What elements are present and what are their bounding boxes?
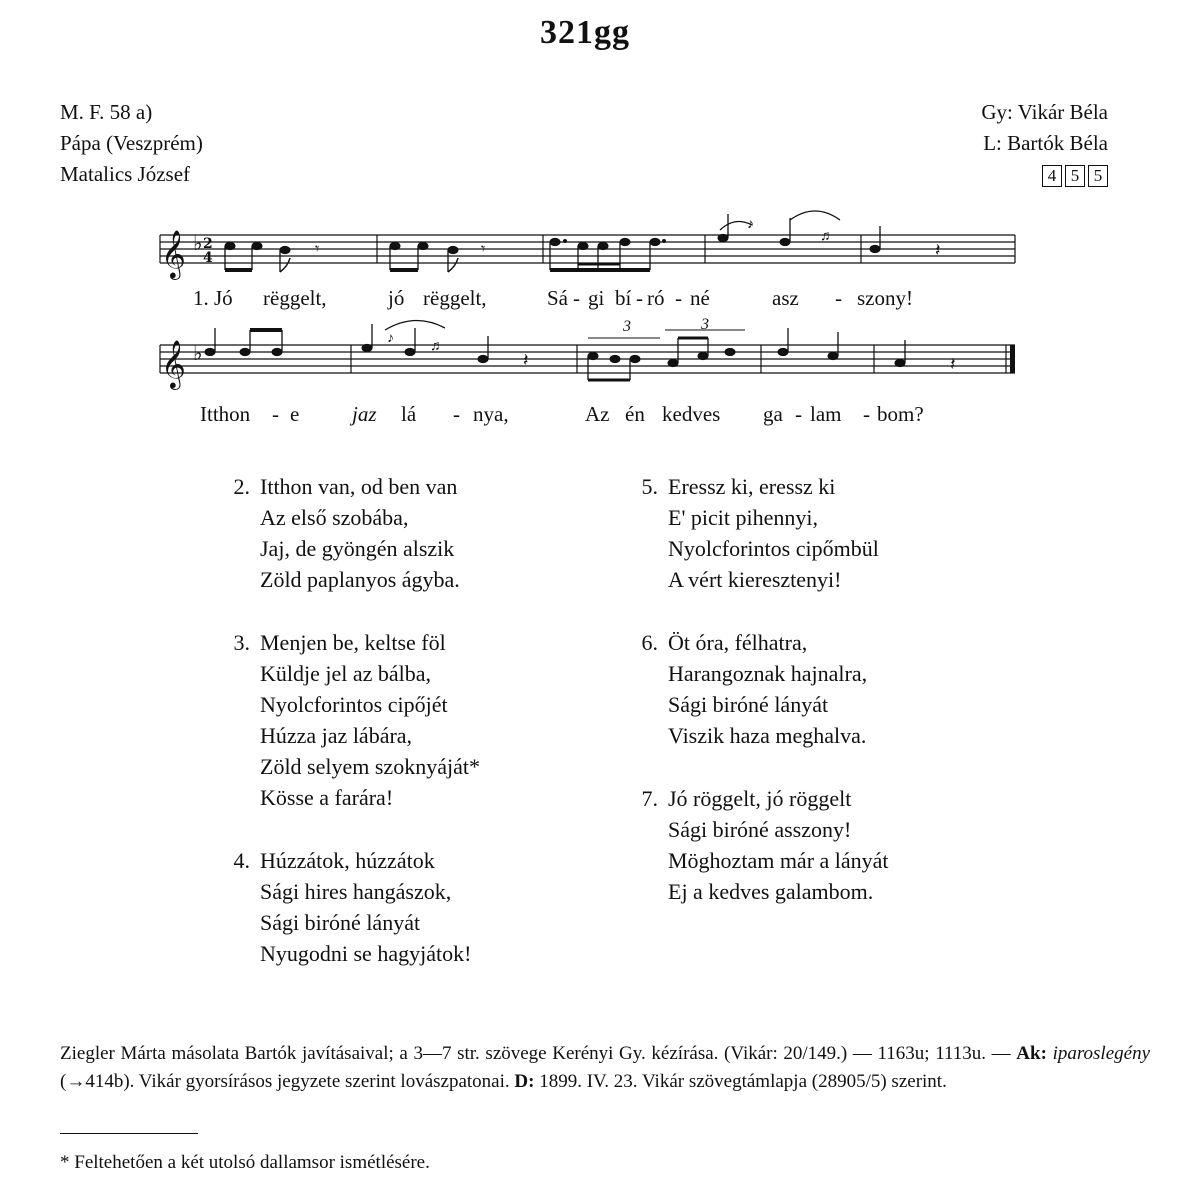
verse-line: Itthon van, od ben van <box>260 474 458 499</box>
svg-text:♬: ♬ <box>430 339 444 354</box>
verse-line: Öt óra, félhatra, <box>668 630 808 655</box>
verse-line: Kösse a farára! <box>260 785 394 810</box>
lyric-syllable: jaz <box>352 402 377 426</box>
verse-line: Küldje jel az bálba, <box>260 661 432 686</box>
lyric-syllable: kedves <box>662 402 721 426</box>
lyric-syllable: - <box>272 402 279 426</box>
verse-line: Jaj, de gyöngén alszik <box>260 536 455 561</box>
svg-text:𝄽: 𝄽 <box>950 354 956 374</box>
structure-boxes <box>1042 165 1108 187</box>
svg-text:♪: ♪ <box>387 331 394 346</box>
strophe-number: 5. <box>641 474 658 499</box>
source-info <box>60 97 203 190</box>
verse-line: Menjen be, keltse föl <box>260 630 446 655</box>
svg-text:♬: ♬ <box>820 229 834 244</box>
verse-line: Nyugodni se hagyjátok! <box>260 941 472 966</box>
verse-line: Harangoznak hajnalra, <box>668 661 868 686</box>
lyric-syllable: - <box>835 286 842 310</box>
location: Pápa (Veszprém) <box>60 131 203 155</box>
collector: Gy: Vikár Béla <box>981 100 1108 124</box>
collector-info <box>981 97 1108 190</box>
lyric-syllable: - <box>573 286 580 310</box>
verse-line: Sági biróné asszony! <box>668 817 852 842</box>
lyric-syllable: asz <box>772 286 799 310</box>
strophe-number: 2. <box>233 474 250 499</box>
verse-line: Nyolcforintos cipőmbül <box>668 536 879 561</box>
lyric-syllable: rëggelt, <box>423 286 487 310</box>
structure-box: 5 <box>1065 165 1085 187</box>
lyric-syllable: - <box>863 402 870 426</box>
lyric-syllable: ga <box>763 402 783 426</box>
lyric-syllable: rëggelt, <box>263 286 327 310</box>
strophe-number: 3. <box>233 630 250 655</box>
svg-text:𝄞: 𝄞 <box>161 339 186 388</box>
verse-line: Az első szobába, <box>260 505 409 530</box>
strophe-number: 6. <box>641 630 658 655</box>
lyric-syllable: - <box>795 402 802 426</box>
lyric-syllable: bí <box>615 286 632 310</box>
note-value-ak: iparoslegény <box>1052 1043 1151 1064</box>
svg-text:𝄽: 𝄽 <box>935 240 941 260</box>
collection-number: M. F. 58 a) <box>60 100 153 124</box>
svg-text:𝄽: 𝄽 <box>523 350 529 370</box>
music-score <box>155 210 1025 445</box>
verse-line: Möghoztam már a lányát <box>668 848 889 873</box>
verse-line: Jó röggelt, jó röggelt <box>668 786 852 811</box>
lyric-syllable: gi <box>588 286 605 310</box>
strophe-number: 4. <box>233 848 250 873</box>
svg-text:♭: ♭ <box>193 341 203 365</box>
verse-line: Húzza jaz lábára, <box>260 723 413 748</box>
note-label-ak: Ak: <box>1016 1043 1047 1064</box>
svg-text:𝄞: 𝄞 <box>161 229 186 278</box>
transcriber: L: Bartók Béla <box>983 131 1108 155</box>
lyric-syllable: lá <box>401 402 417 426</box>
lyric-syllable: - <box>675 286 682 310</box>
svg-text:2: 2 <box>203 236 213 252</box>
lyrics-line-2 <box>155 402 1025 432</box>
page-title: 321gg <box>540 14 630 51</box>
lyric-syllable: szony! <box>857 286 913 310</box>
lyric-syllable: - <box>636 286 643 310</box>
verse-line: Viszik haza meghalva. <box>668 723 867 748</box>
lyric-syllable: ró <box>647 286 665 310</box>
verse-line: Eressz ki, eressz ki <box>668 474 836 499</box>
triplet-mark: 3 <box>701 316 709 333</box>
strophe-number: 7. <box>641 786 658 811</box>
verse-line: Sági hires hangászok, <box>260 879 452 904</box>
note-text: (→414b). Vikár gyorsírásos jegyzete szerint lovászpatonai. <box>60 1071 515 1092</box>
structure-box: 5 <box>1088 165 1108 187</box>
lyric-syllable: né <box>690 286 710 310</box>
lyric-syllable: 1. Jó <box>193 286 233 310</box>
note-label-d: D: <box>514 1071 535 1092</box>
triplet-mark: 3 <box>623 318 631 335</box>
verse-line: Sági biróné lányát <box>260 910 421 935</box>
verse-line: E' picit pihennyi, <box>668 505 818 530</box>
svg-text:𝄾: 𝄾 <box>315 241 320 258</box>
note-text: Ziegler Márta másolata Bartók javításaival; a 3—7 str. szövege Kerényi Gy. kézírása. (Vikár: 20/149.) — 1163u; 1113u. — <box>60 1043 1017 1064</box>
verse-line: Zöld selyem szoknyáját* <box>260 754 480 779</box>
lyric-syllable: Itthon <box>200 402 251 426</box>
lyric-syllable: én <box>625 402 645 426</box>
source-note <box>60 1040 1150 1096</box>
lyric-syllable: Az <box>585 402 610 426</box>
svg-text:𝄾: 𝄾 <box>481 241 486 258</box>
lyric-syllable: - <box>453 402 460 426</box>
lyric-syllable: lam <box>810 402 842 426</box>
structure-box: 4 <box>1042 165 1062 187</box>
verse-line: Nyolcforintos cipőjét <box>260 692 448 717</box>
lyric-syllable: jó <box>388 286 405 310</box>
svg-text:♪: ♪ <box>747 217 754 232</box>
verse-line: A vért kieresztenyi! <box>668 567 842 592</box>
lyrics-line-1 <box>155 286 1025 316</box>
svg-text:4: 4 <box>203 250 213 266</box>
verse-line: Ej a kedves galambom. <box>668 879 874 904</box>
lyric-syllable: Sá <box>547 286 568 310</box>
asterisk-footnote: * Feltehetően a két utolsó dallamsor ismétlésére. <box>60 1152 430 1173</box>
verse-line: Sági biróné lányát <box>668 692 829 717</box>
verse-line: Zöld paplanyos ágyba. <box>260 567 460 592</box>
svg-text:♭: ♭ <box>193 231 203 255</box>
note-text: 1899. IV. 23. Vikár szövegtámlapja (28905/5) szerint. <box>534 1071 947 1092</box>
verse-line: Húzzátok, húzzátok <box>260 848 435 873</box>
performer: Matalics József <box>60 162 191 186</box>
lyric-syllable: e <box>290 402 300 426</box>
lyric-syllable: nya, <box>473 402 509 426</box>
footnote-divider <box>60 1133 198 1134</box>
lyric-syllable: bom? <box>877 402 924 426</box>
